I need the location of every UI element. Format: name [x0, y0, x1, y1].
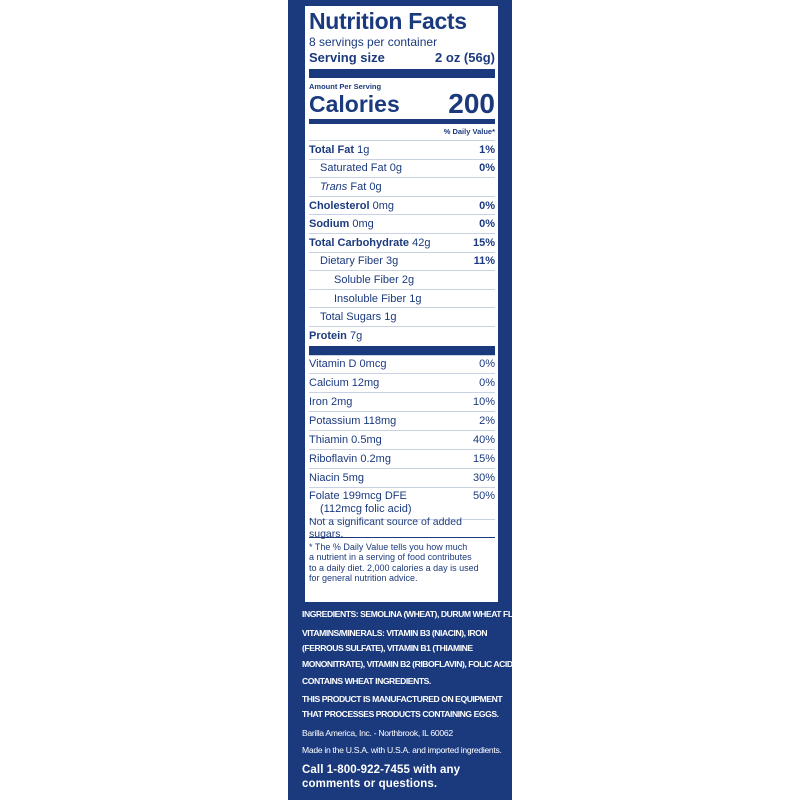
vitamin-text: Iron 2mg [309, 396, 353, 409]
nutrient-row-soluble-fiber [309, 270, 495, 289]
nutrient-row-trans-fat [309, 177, 495, 196]
contact-line: Call 1-800-922-7455 with any [302, 763, 461, 776]
nutrient-amount: 42g [412, 236, 431, 249]
nutrient-amount: 0mg [352, 218, 374, 231]
nutrient-name: Soluble Fiber [334, 273, 399, 286]
vitamin-dv: 0% [479, 377, 495, 390]
equipment-line: THAT PROCESSES PRODUCTS CONTAINING EGGS. [302, 709, 499, 719]
serving-size-value: 2 oz (56g) [435, 50, 495, 65]
equipment-line: THIS PRODUCT IS MANUFACTURED ON EQUIPMENT [302, 693, 503, 704]
nutrient-row-saturated-fat [309, 159, 495, 178]
nutrient-name: Saturated Fat [320, 162, 387, 175]
vitamin-row [309, 373, 495, 392]
origin-line: Made in the U.S.A. with U.S.A. and imported ingredients. [302, 744, 502, 755]
footnote-line: for general nutrition advice. [309, 572, 418, 583]
footnote-line: a nutrient in a serving of food contributes [309, 552, 472, 563]
nutrient-name: Total Fat [309, 143, 355, 156]
nutrient-row-protein [309, 326, 495, 345]
added-sugars-note: Not a significant source of added sugars. [309, 519, 495, 538]
ingredients-block [302, 607, 533, 791]
vitamin-dv: 30% [472, 471, 495, 484]
nutrient-row-total-sugars [309, 307, 495, 326]
nutrient-amount: 7g [349, 329, 363, 342]
nutrient-dv: 0% [479, 199, 495, 212]
nutrient-amount: 1g [384, 311, 397, 324]
serving-size-row [309, 50, 495, 65]
calories-value: 200 [448, 88, 495, 119]
nutrient-name: Dietary Fiber [320, 255, 383, 268]
nutrient-name: Protein [309, 329, 347, 342]
folate-line2: (112mcg folic acid) [320, 502, 412, 515]
nutrient-amount: 1g [357, 143, 370, 156]
vitamin-row [309, 392, 495, 411]
vitamin-dv: 0% [479, 358, 495, 371]
vitamin-text: Thiamin 0.5mg [309, 434, 382, 447]
vitamin-text: Potassium 118mg [309, 415, 397, 428]
vitamin-dv: 2% [479, 415, 495, 428]
nutrient-name: Sodium [309, 218, 350, 231]
folate-dv: 50% [472, 489, 495, 502]
vitamin-text: Riboflavin 0.2mg [309, 452, 391, 465]
nutrient-amount: 2g [401, 273, 415, 286]
amount-per-serving: Amount Per Serving [309, 82, 382, 91]
nutrient-amount: 1g [409, 292, 422, 305]
vitamin-row [309, 468, 495, 487]
folate-line1: Folate 199mcg DFE [309, 489, 407, 502]
calories-label: Calories [309, 91, 400, 117]
vitamin-text: Calcium 12mg [309, 377, 380, 390]
vitamin-text: Niacin 5mg [309, 471, 365, 484]
nutrient-row-cholesterol [309, 196, 495, 215]
nutrient-name-italic: Trans [320, 180, 348, 193]
servings-per-container: 8 servings per container [309, 35, 438, 49]
vitamin-row [309, 430, 495, 449]
nutrient-row-total-fat [309, 140, 495, 159]
nutrient-amount: 0g [369, 180, 382, 193]
contact-line: comments or questions. [302, 777, 438, 790]
calories-row [309, 88, 495, 119]
vitamin-row [309, 411, 495, 430]
nutrient-row-total-carbohydrate [309, 233, 495, 252]
vitamins-minerals-line: MONONITRATE), VITAMIN B2 (RIBOFLAVIN), FOLIC ACID. [302, 658, 515, 669]
nutrient-dv: 0% [479, 218, 495, 231]
nutrition-facts-label [305, 6, 498, 602]
vitamins-minerals-line: (FERROUS SULFATE), VITAMIN B1 (THIAMINE [302, 643, 473, 653]
footnote-line: to a daily diet. 2,000 calories a day is used [309, 562, 479, 573]
daily-value-footnote [309, 542, 495, 584]
vitamin-dv: 15% [472, 452, 495, 465]
nutrient-dv: 11% [473, 255, 495, 268]
vitamin-row [309, 355, 495, 374]
nutrient-dv: 15% [472, 236, 495, 249]
vitamin-row [309, 449, 495, 468]
allergen-line: CONTAINS WHEAT INGREDIENTS. [302, 676, 431, 686]
nutrient-amount: 0mg [372, 199, 394, 212]
vitamin-dv: 10% [472, 396, 495, 409]
daily-value-header: % Daily Value* [443, 127, 495, 136]
folate-row [309, 487, 495, 519]
nutrient-amount: 0g [389, 162, 402, 175]
nutrient-row-dietary-fiber [309, 252, 495, 271]
nutrient-row-insoluble-fiber [309, 289, 495, 308]
nutrient-row-sodium [309, 214, 495, 233]
ingredients-line: INGREDIENTS: SEMOLINA (WHEAT), DURUM WHEAT FLOUR. [302, 609, 533, 619]
nutrient-name: Insoluble Fiber [334, 292, 407, 305]
nutrient-dv: 0% [479, 162, 495, 175]
nutrient-amount: 3g [386, 255, 399, 268]
nutrient-dv: 1% [479, 143, 495, 156]
nutrient-name: Total Carbohydrate [309, 236, 410, 249]
label-title: Nutrition Facts [309, 8, 467, 34]
vitamin-divider [309, 346, 495, 355]
nutrient-name: Fat [350, 180, 367, 193]
thick-divider [309, 69, 495, 78]
vitamin-text: Vitamin D 0mcg [309, 358, 387, 371]
nutrient-name: Total Sugars [320, 311, 382, 324]
vitamins-minerals-line: VITAMINS/MINERALS: VITAMIN B3 (NIACIN), IRON [302, 627, 488, 638]
footnote-line: * The % Daily Value tells you how much [309, 541, 468, 552]
nutrient-name: Cholesterol [309, 199, 370, 212]
serving-size-label: Serving size [309, 50, 385, 65]
vitamin-dv: 40% [472, 434, 495, 447]
manufacturer-line: Barilla America, Inc. - Northbrook, IL 60062 [302, 727, 453, 738]
